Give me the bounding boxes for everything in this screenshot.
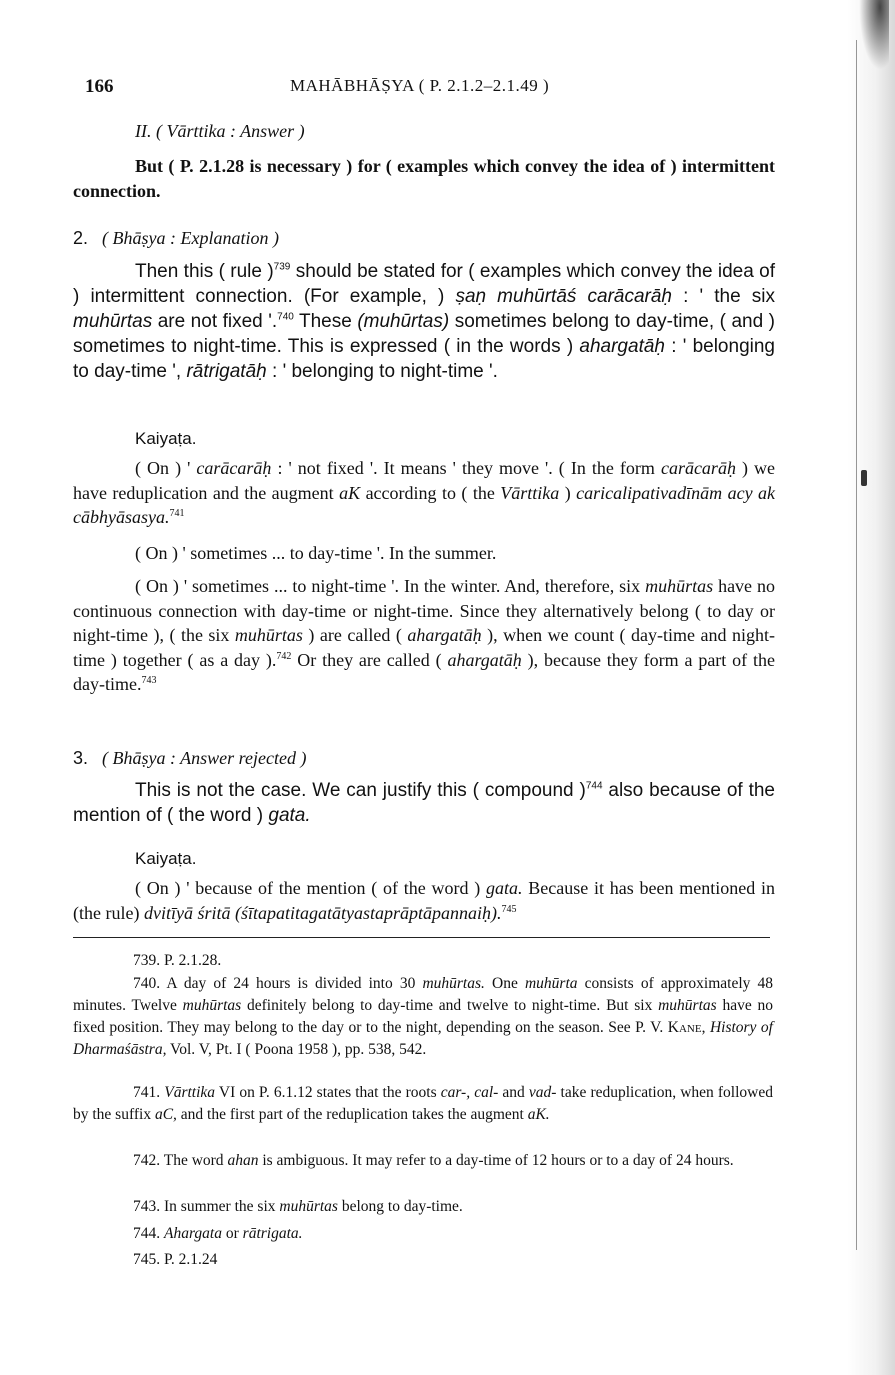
footnote-741: 741. Vārttika VI on P. 6.1.12 states that the roots car-, cal- and vad- take reduplication, when followed by the suffix aC, and the first part of the reduplication takes the augment aK. bbox=[73, 1084, 773, 1123]
kaiyata-1-paragraph-2: ( On ) ' sometimes ... to day-time '. In the summer. bbox=[135, 543, 497, 563]
section-ii-heading: II. ( Vārttika : Answer ) bbox=[135, 121, 305, 141]
footnote-743: 743. In summer the six muhūrtas belong to day-time. bbox=[133, 1198, 463, 1215]
section-3-heading bbox=[73, 748, 306, 769]
section-3-paragraph: This is not the case. We can justify this ( compound )$^{744}$ also because of the mention of ( the word ) gata. bbox=[73, 780, 775, 826]
section-2-heading bbox=[73, 228, 279, 249]
page-header bbox=[85, 76, 775, 100]
kaiyata-1-paragraph-3: ( On ) ' sometimes ... to night-time '. In the winter. And, therefore, six muhūrtas have no continuous connection with day-time or night-time. Since they alternatively belong ( to day or night-time ), ( the six muhūrtas ) are called ( ahargatāḥ ), when we count ( day-time and night-time ) together ( as a day ).$^{742}$ Or they are called ( ahargatāḥ ), because they form a part of the day-time.$^{743}$ bbox=[73, 576, 775, 694]
kaiyata-label-2: Kaiyaṭa. bbox=[135, 849, 197, 868]
running-title: MAHĀBHĀṢYA ( P. 2.1.2–2.1.49 ) bbox=[290, 76, 550, 95]
kaiyata-2-paragraph: ( On ) ' because of the mention ( of the word ) gata. Because it has been mentioned in (the rule) dvitīyā śritā (śītapatitagatātyastaprāptāpannaiḥ).$^{745}$ bbox=[73, 878, 775, 923]
footnote-745: 745. P. 2.1.24 bbox=[133, 1251, 218, 1268]
section-2-number: 2. bbox=[73, 228, 89, 248]
section-2-title: ( Bhāṣya : Explanation ) bbox=[102, 228, 279, 248]
page-edge-shadow bbox=[847, 0, 895, 1375]
section-3-number: 3. bbox=[73, 748, 89, 768]
section-2-paragraph: Then this ( rule )$^{739}$ should be stated for ( examples which convey the idea of ) intermittent connection. (For example, ) ṣaṇ muhūrtāś carācarāḥ : ' the six muhūrtas are not fixed '.$^{740}$ These (muhūrtas) sometimes belong to day-time, ( and ) sometimes to night-time. This is expressed ( in the words ) ahargatāḥ : ' belonging to day-time ', rātrigatāḥ : ' belonging to night-time '. bbox=[73, 261, 775, 382]
section-3-title: ( Bhāṣya : Answer rejected ) bbox=[102, 748, 307, 768]
footnote-744: 744. Ahargata or rātrigata. bbox=[133, 1225, 303, 1242]
section-ii-text: But ( P. 2.1.28 is necessary ) for ( examples which convey the idea of ) intermittent connection. bbox=[73, 156, 775, 201]
footnote-740: 740. A day of 24 hours is divided into 30 muhūrtas. One muhūrta consists of approximately 48 minutes. Twelve muhūrtas definitely belong to day-time and twelve to night-time. But six muhūrtas have no fixed position. They may belong to the day or to the night, depending on the season. See P. V. Kane, History of Dharmaśāstra, Vol. V, Pt. I ( Poona 1958 ), pp. 538, 542. bbox=[73, 975, 774, 1058]
footnote-rule bbox=[73, 937, 770, 938]
scan-mark bbox=[861, 470, 867, 486]
footnote-742: 742. The word ahan is ambiguous. It may refer to a day-time of 12 hours or to a day of 24 hours. bbox=[133, 1152, 734, 1169]
binding-line bbox=[856, 40, 857, 1250]
scan-smudge bbox=[859, 0, 889, 70]
footnote-739: 739. P. 2.1.28. bbox=[133, 952, 222, 969]
kaiyata-1-paragraph-1: ( On ) ' carācarāḥ : ' not fixed '. It means ' they move '. ( In the form carācarāḥ ) we have reduplication and the augment aK according to ( the Vārttika ) caricalipativadīnām acy ak cābhyāsasya.$^{741}$ bbox=[73, 458, 776, 527]
page-number: 166 bbox=[85, 76, 114, 97]
kaiyata-label-1: Kaiyaṭa. bbox=[135, 429, 197, 448]
